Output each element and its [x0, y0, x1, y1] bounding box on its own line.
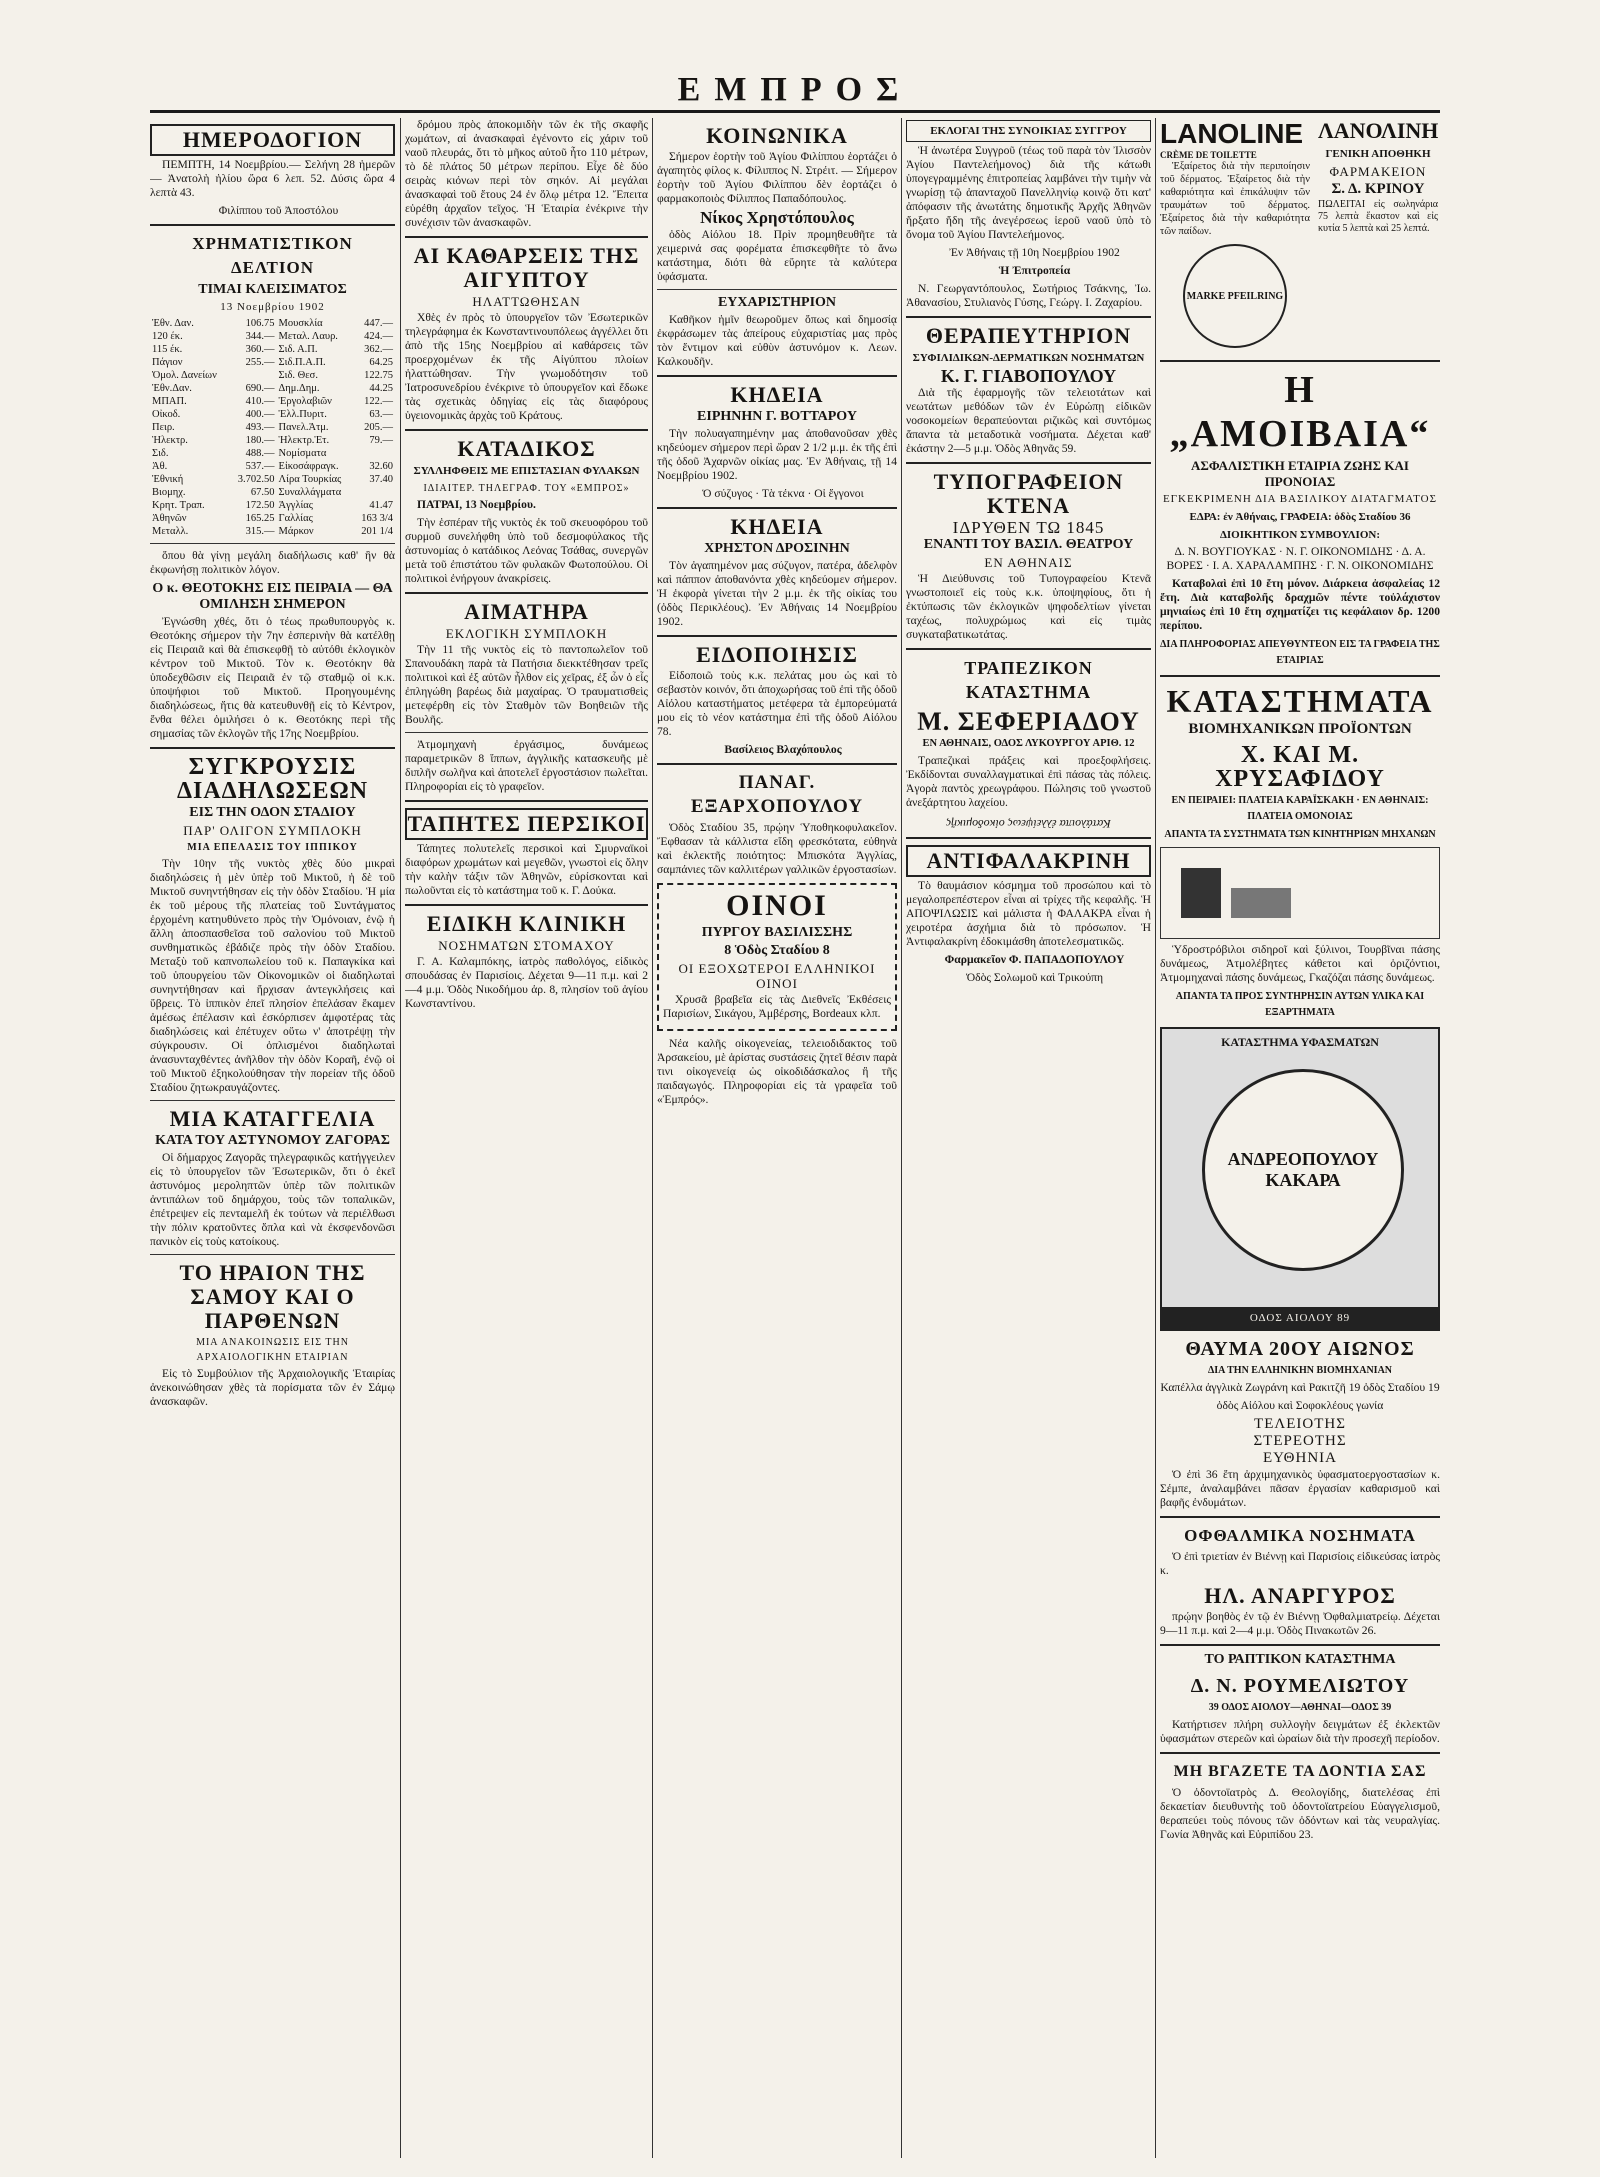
hemerologion-title: ΗΜΕΡΟΔΟΓΙΟΝ — [150, 124, 395, 156]
funeral-2-title: ΚΗΔΕΙΑ — [730, 514, 824, 539]
divider — [906, 462, 1151, 464]
complaint-subtitle: ΚΑΤΑ ΤΟΥ ΑΣΤΥΝΟΜΟΥ ΖΑΓΟΡΑΣ — [155, 1133, 390, 1148]
perfection-text: Ὁ ἐπὶ 36 ἔτη ἀρχιμηχανικὸς ὑφασματοεργοστασίων κ. Σέμπε, ἀναλαμβάνει πᾶσαν ἐργασίαν καθαρισμοῦ καὶ βαφῆς ἐνδυμάτων. — [1160, 1468, 1440, 1509]
tailor-text: Κατήρτισεν πλήρη συλλογὴν δειγμάτων ἐξ ἐκλεκτῶν ὑφασμάτων στερεῶν καὶ ὡραίων διὰ τὴν προσεχῆ περίοδον. — [1160, 1718, 1440, 1745]
convict-dateline: ΠΑΤΡΑΙ, 13 Νοεμβρίου. — [417, 498, 536, 511]
engine-illustration-icon — [1160, 847, 1440, 939]
therapy-text: Διὰ τῆς ἐφαρμογῆς τῶν τελειοτάτων καὶ νεωτάτων μεθόδων τῶν ἐν Εὐρώπῃ εἰδικῶν νοσοκομείων θεραπεύονται ριζικῶς καὶ συντόμως ἅπαντα τὰ μεταδοτικὰ νοσήματα. Δέχεται καθ' ἑκάστην 2—5 μ.μ. Ὁδὸς Ἀθηνᾶς 59. — [906, 386, 1151, 455]
column-rule — [901, 118, 902, 2158]
egypt-text: Χθὲς ἐν πρὸς τὸ ὑπουργεῖον τῶν Ἐσωτερικῶν τηλεγράφημα ἐκ Κωνσταντινουπόλεως ἀγγέλλει ὅτι ἀπὸ τῆς 15ης Νοεμβρίου αἱ καθάρσεις τῶν προερχομένων ἐκ τῆς Αἰγύπτου πλοίων ἠλαττώθησαν. Τὴν γνωμοδότησιν τοῦ Ἰατροσυνεδρίου ἐνέκρινε τὸ ὑπουργεῖον καὶ ἔδωκε τὰς σχετικὰς ὁδηγίας εἰς τὰς διαφόρους ὑγειονομικὰς ἀρχὰς τοῦ Κράτους. — [405, 311, 648, 422]
market-cell: Ἡλεκτρ. — [152, 435, 188, 446]
convict-subtitle: ΣΥΛΛΗΦΘΕΙΣ ΜΕ ΕΠΙΣΤΑΣΙΑΝ ΦΥΛΑΚΩΝ — [413, 465, 640, 477]
printing-text: Ἡ Διεύθυνσις τοῦ Τυπογραφείου Κτενᾶ γνωστοποιεῖ εἰς τοὺς κ.κ. ὑποψηφίους, ὅτι ἡ ἐκτύπωσις τῶν ἐκλογικῶν ψηφοδελτίων γίνεται ταχέως, πολυχρώμως καὶ εἰς τιμὰς συγκαταβατικωτάτας. — [906, 572, 1151, 641]
eye-doctor-name: ΗΛ. ΑΝΑΡΓΥΡΟΣ — [1204, 1583, 1396, 1608]
market-cell: 447.— — [364, 318, 393, 329]
funeral-2-text: Τὸν ἀγαπημένον μας σύζυγον, πατέρα, ἀδελφὸν καὶ πάππον ἀποθανόντα χθὲς κηδεύομεν σήμερον. Ἡ ἐκφορὰ γίνεται τὴν 2 μ.μ. ἐκ τῆς οἰκίας του (ὁδὸς Περικλέους). Ἐν Ἀθήναις 14 Νοεμβρίου 1902. — [657, 559, 897, 628]
therapy-name: Κ. Γ. ΓΙΑΒΟΠΟΥΛΟΥ — [940, 366, 1117, 386]
engine-ad-text: Ἀτμομηχανὴ ἐργάσιμος, δυνάμεως παραμετρικῶν 8 ἵππων, ἀγγλικῆς κατασκευῆς μὲ διπλῆν σωλῆνα καὶ ἀποτελεῖ ἐργοστάσιον πωλεῖται. Πληροφορίαι εἰς τὸ γραφεῖον. — [405, 738, 648, 793]
therapy-subtitle: ΣΥΦΙΛΙΔΙΚΩΝ-ΔΕΡΜΑΤΙΚΩΝ ΝΟΣΗΜΑΤΩΝ — [912, 352, 1145, 364]
poster-band: ΟΔΟΣ ΑΙΟΛΟΥ 89 — [1162, 1307, 1438, 1329]
column-2 — [405, 118, 648, 2158]
divider — [150, 224, 395, 226]
market-cell: Μάρκον — [278, 526, 314, 537]
egypt-title: ΑΙ ΚΑΘΑΡΣΕΙΣ ΤΗΣ ΑΙΓΥΠΤΟΥ — [413, 243, 640, 292]
divider — [150, 1254, 395, 1255]
printing-subtitle-2: ΕΝΑΝΤΙ ΤΟΥ ΒΑΣΙΛ. ΘΕΑΤΡΟΥ — [923, 537, 1134, 552]
market-cell: 115 έκ. — [152, 344, 183, 355]
masthead-rule — [150, 110, 1440, 113]
antifalakrine-text: Τὸ θαυμάσιον κόσμημα τοῦ προσώπου καὶ τὸ μεγαλοπρεπέστερον εἶναι αἱ τρίχες τῆς κεφαλῆς. Ἡ ΑΠΟΨΙΛΩΣΙΣ καὶ μάλιστα ἡ ΦΑΛΑΚΡΑ εἶναι ἡ χειροτέρα ἀσχήμια διὰ τὸ πρόσωπον. Ἡ Ἀντιφαλακρίνη ἐδοκιμάσθη ἀποτελεσματικῶς. — [906, 879, 1151, 948]
market-cell: 344.— — [245, 331, 275, 342]
market-cell: 205.— — [364, 422, 393, 433]
divider — [1160, 360, 1440, 362]
convict-title: ΚΑΤΑΔΙΚΟΣ — [457, 436, 596, 461]
divider — [657, 635, 897, 637]
market-row — [150, 499, 395, 512]
financial-subtitle: ΤΙΜΑΙ ΚΛΕΙΣΙΜΑΤΟΣ — [198, 282, 347, 297]
printing-subtitle-3: ΕΝ ΑΘΗΝΑΙΣ — [984, 555, 1073, 570]
market-cell: Ἐθν.Δαν. — [152, 383, 192, 394]
market-cell: 37.40 — [369, 474, 393, 485]
market-cell: 79.— — [369, 435, 393, 446]
hemerologion-text: ΠΕΜΠΤΗ, 14 Νοεμβρίου.— Σελήνη 28 ἡμερῶν — Ἀνατολὴ ἡλίου ὥρα 6 λεπ. 52. Δύσις ὥρα 4 λεπτὰ 43. — [150, 158, 395, 199]
market-row — [150, 382, 395, 395]
stores-address: ΕΝ ΠΕΙΡΑΙΕΙ: ΠΛΑΤΕΙΑ ΚΑΡΑΪΣΚΑΚΗ · ΕΝ ΑΘΗΝΑΙΣ: ΠΛΑΤΕΙΑ ΟΜΟΝΟΙΑΣ — [1171, 795, 1429, 822]
market-cell: Γαλλίας — [278, 513, 313, 524]
teeth-title: ΜΗ ΒΓΑΖΕΤΕ ΤΑ ΔΟΝΤΙΑ ΣΑΣ — [1173, 1763, 1427, 1780]
divider — [405, 429, 648, 431]
market-cell: Συναλλάγματα — [278, 487, 342, 498]
amoibaia-title: Η „ΑΜΟΙΒΑΙΑ“ — [1169, 369, 1431, 455]
lanoline-name: Σ. Δ. ΚΡΙΝΟΥ — [1331, 181, 1425, 197]
thanks-title: ΕΥΧΑΡΙΣΤΗΡΙΟΝ — [717, 295, 837, 310]
social-text: Σήμερον ἑορτὴν τοῦ Ἁγίου Φιλίππου ἑορτάζει ὁ ἀγαπητὸς φίλος κ. Φίλιππος Ν. Στρέιτ. — Σήμερον ἑορτὴν τοῦ Ἁγίου Φιλίππου δὲν ἑορτάζει ὁ φαρμακοποιὸς Φίλιππος Παπαδόπουλος. — [657, 150, 897, 205]
funeral-1-name: ΕΙΡΗΝΗΝ Γ. ΒΟΤΤΑΡΟΥ — [697, 409, 857, 424]
notice-text: Εἰδοποιῶ τοὺς κ.κ. πελάτας μου ὡς καὶ τὸ σεβαστὸν κοινόν, ὅτι ἀποχωρήσας τοῦ ἐπὶ τῆς ὁδοῦ Αἰόλου καταστήματος μετέφερα τὰ ἐμπορεύματά μου εἰς τὸ νέον κατάστημα ἐπὶ τῆς ὁδοῦ Αἰόλου 78. — [657, 669, 897, 738]
bank-subtitle: ΕΝ ΑΘΗΝΑΙΣ, ΟΔΟΣ ΛΥΚΟΥΡΓΟΥ ΑΡΙΘ. 12 — [922, 738, 1135, 749]
printing-title: ΤΥΠΟΓΡΑΦΕΙΟΝ ΚΤΕΝΑ — [933, 469, 1124, 518]
financial-title: ΧΡΗΜΑΤΙΣΤΙΚΟΝ ΔΕΛΤΙΟΝ — [192, 234, 353, 277]
printing-subtitle: ΙΔΡΥΘΕΝ ΤΩ 1845 — [952, 518, 1105, 537]
lanoline-title: LANOLINE — [1160, 118, 1304, 149]
wines-subtitle: ΠΥΡΓΟΥ ΒΑΣΙΛΙΣΣΗΣ — [701, 925, 853, 940]
market-cell: Πάγιον — [152, 357, 183, 368]
theotokis-title: Ο κ. ΘΕΟΤΟΚΗΣ ΕΙΣ ΠΕΙΡΑΙΑ — ΘΑ ΟΜΙΛΗΣΗ ΣΗΜΕΡΟΝ — [152, 581, 393, 612]
divider — [657, 375, 897, 377]
market-cell: Πειρ. — [152, 422, 175, 433]
market-cell: Μεταλλ. — [152, 526, 189, 537]
market-cell — [354, 447, 395, 460]
poster-center: ΑΝΔΡΕΟΠΟΥΛΟΥ ΚΑΚΑΡΑ — [1227, 1149, 1379, 1190]
divider — [906, 316, 1151, 318]
clinic-title: ΕΙΔΙΚΗ ΚΛΙΝΙΚΗ — [426, 911, 627, 936]
market-cell: Σιδ. Α.Π. — [278, 344, 318, 355]
samos-subtitle: ΜΙΑ ΑΝΑΚΟΙΝΩΣΙΣ ΕΙΣ ΤΗΝ ΑΡΧΑΙΟΛΟΓΙΚΗΝ ΕΤΑΙΡΙΑΝ — [196, 1337, 349, 1363]
column-4 — [906, 118, 1151, 2158]
market-row — [150, 343, 395, 356]
perfection-subtitle-2: ΕΥΘΗΝΙΑ — [1263, 1450, 1337, 1466]
stores-title: ΚΑΤΑΣΤΗΜΑΤΑ — [1166, 683, 1434, 719]
market-cell: 255.— — [245, 357, 275, 368]
social-name: Νίκος Χρηστόπουλος — [700, 208, 854, 227]
market-cell: 488.— — [245, 448, 275, 459]
financial-date: 13 Νοεμβρίου 1902 — [220, 301, 325, 313]
column-3 — [657, 118, 897, 2158]
market-cell: Εἰκοσάφραγκ. — [278, 461, 339, 472]
egypt-subtitle: ΗΛΑΤΤΩΘΗΣΑΝ — [472, 294, 581, 309]
bank-name: Μ. ΣΕΦΕΡΙΑΔΟΥ — [917, 707, 1140, 736]
market-cell: Ἑλλ.Πυριτ. — [278, 409, 327, 420]
wines-subtitle-2: ΟΙ ΕΞΟΧΩΤΕΡΟΙ ΕΛΛΗΝΙΚΟΙ ΟΙΝΟΙ — [678, 961, 876, 991]
lanoline-ad — [1160, 118, 1440, 354]
tailor-title: ΤΟ ΡΑΠΤΙΚΟΝ ΚΑΤΑΣΤΗΜΑ — [1204, 1652, 1396, 1667]
inverted-notice: Κατάλοιπα ἐλλείψεως οἰκοδομικῆς — [946, 817, 1111, 831]
clinic-subtitle: ΝΟΣΗΜΑΤΩΝ ΣΤΟΜΑΧΟΥ — [438, 938, 615, 953]
column-rule — [400, 118, 401, 2158]
exarchopoulos-title: ΠΑΝΑΓ. ΕΞΑΡΧΟΠΟΥΛΟΥ — [690, 772, 864, 817]
market-cell: 3.702.50 — [237, 474, 275, 485]
notice-title: ΕΙΔΟΠΟΙΗΣΙΣ — [696, 642, 858, 667]
column-1 — [150, 118, 395, 2158]
governess-text: Νέα καλῆς οἰκογενείας, τελειοδιδακτος τοῦ Ἀρσακείου, μὲ ἀρίστας συστάσεις ζητεῖ θέσιν παρὰ τινι οἰκογενείᾳ ὡς οἰκοδιδάσκαλος ἢ τῆς παιδαγωγός. Πληροφορίαι εἰς τὰ γραφεῖα τοῦ «Ἐμπρός». — [657, 1037, 897, 1106]
market-cell: 122.— — [364, 396, 393, 407]
market-row — [150, 434, 395, 447]
bloody-title: ΑΙΜΑΤΗΡΑ — [464, 599, 589, 624]
market-cell: Δημ.Δημ. — [278, 383, 320, 394]
clash-title: ΣΥΓΚΡΟΥΣΙΣ ΔΙΑΔΗΛΩΣΕΩΝ — [176, 754, 369, 804]
notice-signature: Βασίλειος Βλαχόπουλος — [724, 743, 842, 756]
samos-text: Εἰς τὸ Συμβούλιον τῆς Ἀρχαιολογικῆς Ἑταιρίας ἀνεκοινώθησαν χθὲς τὰ πορίσματα τῶν ἐν Σάμῳ ἀνασκαφῶν. — [150, 1367, 395, 1408]
market-cell: 106.75 — [245, 318, 275, 329]
column-5 — [1160, 118, 1440, 2158]
market-cell: Νομίσματα — [278, 448, 327, 459]
clash-subtitle-2: ΠΑΡ' ΟΛΙΓΟΝ ΣΥΜΠΛΟΚΗ — [183, 823, 362, 838]
syngrou-text: Ἡ ἀνωτέρα Συγγροῦ (τέως τοῦ παρὰ τὸν Ἰλισσὸν Ἁγίου Παντελεήμονος) διὰ τῆς κάτωθι ὑπογεγραμμένης ἐπιτροπείας λαμβάνει τὴν τιμὴν νὰ γνωρίσῃ τῷ ἀπανταχοῦ Πανελληνίῳ κοινῷ ὅτι κατ' ἀπόφασιν τῆς ἀνωτάτης δημοτικῆς Ἀρχῆς Ἀθηνῶν ἤρξατο ἤδη τῆς ἀνεγέρσεως ἱεροῦ ναοῦ ὑπὸ τὸ ὄνομα τοῦ Ἁγίου Παντελεήμονος. — [906, 144, 1151, 241]
masthead: ΕΜΠΡΟΣ — [677, 71, 913, 108]
complaint-title: ΜΙΑ ΚΑΤΑΓΓΕΛΙΑ — [169, 1106, 376, 1131]
market-cell: 315.— — [245, 526, 275, 537]
syngrou-date: Ἐν Ἀθήναις τῇ 10η Νοεμβρίου 1902 — [949, 246, 1120, 259]
market-cell: Βιομηχ. — [152, 487, 186, 498]
divider — [1160, 1516, 1440, 1518]
antifalakrine-address: Ὁδὸς Σολωμοῦ καὶ Τρικούπη — [965, 971, 1104, 984]
tailor-address: 39 ΟΔΟΣ ΑΙΟΛΟΥ—ΑΘΗΝΑΙ—ΟΔΟΣ 39 — [1208, 1702, 1392, 1713]
market-cell: 201 1/4 — [361, 526, 393, 537]
lanoline-depot: ΓΕΝΙΚΗ ΑΠΟΘΗΚΗ — [1325, 148, 1431, 160]
market-cell: Ἐργολαβιῶν — [278, 396, 332, 407]
syngrou-names: Ν. Γεωργαντόπουλος, Σωτήριος Τσάκνης, Ἰω. Ἀθανασίου, Στυλιανὸς Γύσης, Γεώργ. Ι. Ζαχαρίου. — [906, 282, 1151, 309]
bank-title: ΤΡΑΠΕΖΙΚΟΝ ΚΑΤΑΣΤΗΜΑ — [964, 658, 1093, 702]
market-row — [150, 317, 395, 330]
lanoline-greek: ΛΑΝΟΛΙΝΗ — [1318, 118, 1439, 143]
hemerologion-saint: Φιλίππου τοῦ Ἀποστόλου — [218, 204, 339, 217]
divider — [405, 592, 648, 594]
funeral-1-text: Τὴν πολυαγαπημένην μας ἀποθανοῦσαν χθὲς κηδεύομεν σήμερον περὶ ὥραν 2 1/2 μ.μ. ἐκ τῆς ἐπὶ τῆς ὁδοῦ Ἀχαρνῶν οἰκίας μας. Ἐν Ἀθήναις, τῇ 14 Νοεμβρίου 1902. — [657, 427, 897, 482]
clash-text: Τὴν 10ην τῆς νυκτὸς χθὲς δύο μικραὶ διαδηλώσεις ἡ μὲν ὑπὲρ τοῦ Μικτοῦ, ἡ δὲ τοῦ Μικτοῦ συνηντήθησαν εἰς τὴν ὁδὸν Σταδίου. Ἡ μία ἐκ τοῦ μέρους τῆς πλατείας τοῦ Συντάγματος ἐρχομένη κατηυθύνετο πρὸς τὴν Ὁμόνοιαν, ἐνῷ ἡ ἄλλη ἀποσπασθεῖσα τοῦ σαλονίου τοῦ Μικτοῦ συνθηματικῶς ἐβάδιζε πρὸς τὴν ὁδὸν Σταδίου. Μεταξὺ τοῦ καπνοπωλείου τοῦ κ. Παπαγκίκα καὶ τοῦ ὑπουργείου τῶν Οἰκονομικῶν οἱ διαδηλωταὶ συνηντήθησαν καὶ ἤρχισαν ἀντεγκλήσεις καὶ ὕβρεις. Τὸ ἱππικὸν ἐπεῖ πλησίον ἐπελάσαν ἔκαμεν ἀμέσως ἐπέλασιν καὶ ἐσκόρπισεν ἀμφοτέρας τὰς διαδηλώσεις καὶ ἐπέτυχεν οὕτω ν' ἀποτρέψῃ τὴν σύγκρουσιν. Οἱ ὁπλισμένοι διαδηλωταὶ ἀνασυνταχθέντες ἀνῆλθον τὴν ὁδὸν Κοραῆ, ἐνῷ οἱ τοῦ Μικτοῦ ἐξηκολούθησαν τὴν πορείαν τῆς ὁδοῦ Σταδίου ζητωκραυγάζοντες. — [150, 857, 395, 1094]
andreopoulou-poster — [1160, 1027, 1440, 1331]
market-cell: 172.50 — [245, 500, 275, 511]
market-cell: Πανελ.Ἀτμ. — [278, 422, 329, 433]
market-row — [150, 512, 395, 525]
poster-top: ΚΑΤΑΣΤΗΜΑ ΥΦΑΣΜΑΤΩΝ — [1221, 1035, 1379, 1049]
wonder-title: ΘΑΥΜΑ 20ΟΥ ΑΙΩΝΟΣ — [1185, 1338, 1415, 1360]
antifalakrine-title: ΑΝΤΙΦΑΛΑΚΡΙΝΗ — [906, 845, 1151, 877]
clash-subtitle: ΕΙΣ ΤΗΝ ΟΔΟΝ ΣΤΑΔΙΟΥ — [189, 805, 356, 820]
carpets-text: Τάπητες πολυτελεῖς περσικοὶ καὶ Σμυρναϊκοὶ διαφόρων χρωμάτων καὶ μεγεθῶν, γνωστοὶ εἰς ὅλην τὴν καλὴν τάξιν τῶν Ἀθηνῶν, εὑρίσκονται καὶ πωλοῦνται εἰς τὸ κατάστημα τοῦ κ. Γ. Δούκα. — [405, 842, 648, 897]
wines-text: Χρυσᾶ βραβεῖα εἰς τὰς Διεθνεῖς Ἐκθέσεις Παρισίων, Σικάγου, Ἀμβέρσης, Bordeaux κλπ. — [663, 993, 891, 1020]
market-cell: 410.— — [245, 396, 275, 407]
market-cell: Ὁμολ. Δανείων — [152, 370, 217, 381]
eye-title: ΟΦΘΑΛΜΙΚΑ ΝΟΣΗΜΑΤΑ — [1184, 1526, 1416, 1545]
stores-parts: ΑΠΑΝΤΑ ΤΑ ΠΡΟΣ ΣΥΝΤΗΡΗΣΙΝ ΑΥΤΩΝ ΥΛΙΚΑ ΚΑΙ ΕΞΑΡΤΗΜΑΤΑ — [1175, 991, 1425, 1018]
divider — [657, 289, 897, 290]
market-row — [150, 525, 395, 538]
market-cell: Σιδ. — [152, 448, 169, 459]
stores-all: ΑΠΑΝΤΑ ΤΑ ΣΥΣΤΗΜΑΤΑ ΤΩΝ ΚΙΝΗΤΗΡΙΩΝ ΜΗΧΑΝΩΝ — [1164, 829, 1436, 840]
divider — [657, 763, 897, 765]
divider — [150, 1100, 395, 1101]
amoibaia-members: Δ. Ν. ΒΟΥΓΙΟΥΚΑΣ · Ν. Γ. ΟΙΚΟΝΟΜΙΔΗΣ · Δ. Α. ΒΟΡΕΣ · Ι. Α. ΧΑΡΑΛΑΜΠΗΣ · Γ. Ν. ΟΙΚΟΝΟΜΙΔΗΣ — [1166, 545, 1434, 572]
funeral-2-name: ΧΡΗΣΤΟΝ ΔΡΟΣΙΝΗΝ — [704, 541, 850, 556]
convict-text: Τὴν ἑσπέραν τῆς νυκτὸς ἐκ τοῦ σκευοφόρου τοῦ συρμοῦ συνελήφθη ὑπὸ τοῦ δεσμοφύλακος τῆς ἀστυνομίας ὁ κατάδικος Λεόνας Τσάθας, συνεργῶν μετὰ τοῦ ἐπιστάτου τῶν φυλακῶν Φωτοπούλου. Οἱ πολιτικοὶ ἐνήργουν ἀνακρίσεις. — [405, 516, 648, 585]
antifalakrine-pharmacy: Φαρμακεῖον Φ. ΠΑΠΑΔΟΠΟΥΛΟΥ — [944, 953, 1125, 966]
market-cell: 180.— — [245, 435, 275, 446]
samos-title: ΤΟ ΗΡΑΙΟΝ ΤΗΣ ΣΑΜΟΥ ΚΑΙ Ο ΠΑΡΘΕΝΩΝ — [179, 1260, 366, 1333]
wines-title: ΟΙΝΟΙ — [726, 889, 828, 922]
market-cell: 690.— — [245, 383, 275, 394]
market-cell: Μεταλ. Λαυρ. — [278, 331, 338, 342]
divider — [1160, 1752, 1440, 1754]
market-cell: Ἀγγλίας — [278, 500, 313, 511]
wonder-text: Καπέλλα ἀγγλικὰ Ζωγράνη καὶ Ρακιτζῆ 19 ὁδὸς Σταδίου 19 — [1160, 1381, 1440, 1394]
market-cell: Οἰκοδ. — [152, 409, 181, 420]
market-row — [150, 421, 395, 434]
market-cell: 360.— — [245, 344, 275, 355]
intro-text: ὅπου θὰ γίνῃ μεγάλη διαδήλωσις καθ' ἣν θὰ ἐκφωνήσῃ πολιτικὸν λόγον. — [150, 549, 395, 576]
teeth-text: Ὁ ὀδοντοϊατρὸς Δ. Θεολογίδης, διατελέσας ἐπὶ δεκαετίαν διευθυντὴς τοῦ ὀδοντοϊατρείου Εὐαγγελισμοῦ, θεραπεύει τοὺς πόνους τῶν ὀδόντων καὶ τὰς νευραλγίας. Γωνία Ἀθηνᾶς καὶ Εὐριπίδου 23. — [1160, 1786, 1440, 1841]
market-cell: 424.— — [364, 331, 393, 342]
exarchopoulos-text: Ὁδὸς Σταδίου 35, πρῴην Ὑποθηκοφυλακεῖον. Ἔφθασαν τὰ κάλλιστα εἴδη φρεσκότατα, εὐθηνὰ καὶ ἐκλεκτῆς ποιότητος: Μπισκότα Ἀγγλίας, σαμπάνιες τῶν καλλιτέρων γαλλικῶν ἐργοστασίων. — [657, 821, 897, 876]
syngrou-committee: Ἡ Ἐπιτροπεία — [998, 264, 1071, 277]
market-cell: 493.— — [245, 422, 275, 433]
divider — [405, 904, 648, 906]
market-row — [150, 330, 395, 343]
complaint-text: Οἱ δήμαρχος Ζαγορᾶς τηλεγραφικῶς κατήγγειλεν εἰς τὸ ὑπουργεῖον τῶν Ἐσωτερικῶν, ὅτι ὁ ἐκεῖ ἀστυνόμος μεροληπτῶν ὑπὲρ τῶν πολιτικῶν ἀντιπάλων τοῦ δημάρχου, τοὺς τῶν τοπαλικῶν, ἐπέτρεψεν εἰς πενταμελῆ ἐκ τούτων νὰ περιέλθωσι τὴν πόλιν κρατοῦντες ὅπλα καὶ νὰ ἐκσφενδονῶσι πανικὸν εἰς τοὺς κατοίκους. — [150, 1151, 395, 1248]
market-row — [150, 473, 395, 486]
lanoline-pharmacy: ΦΑΡΜΑΚΕΙΟΝ — [1329, 164, 1427, 179]
bloody-text: Τὴν 11 τῆς νυκτὸς εἰς τὸ παντοπωλεῖον τοῦ Σπανουδάκη παρὰ τὰ Πατήσια διεκκτέθησαν τρεῖς πολιτικοὶ καὶ ἐξ αὐτῶν ἦλθον εἰς χεῖρας, ἐξ ὧν ὁ εἷς ἐπληγώθη βαρέως διὰ μαχαίρας. Ὁ τραυματισθεὶς μετεφέρθη εἰς τὸν Σταθμὸν τῶν Βοηθειῶν τῆς Βουλῆς. — [405, 643, 648, 726]
wonder-subtitle: ΔΙΑ ΤΗΝ ΕΛΛΗΝΙΚΗΝ ΒΙΟΜΗΧΑΝΙΑΝ — [1207, 1365, 1393, 1376]
amoibaia-footer: ΔΙΑ ΠΛΗΡΟΦΟΡΙΑΣ ΑΠΕΥΘΥΝΤΕΟΝ ΕΙΣ ΤΑ ΓΡΑΦΕΙΑ ΤΗΣ ΕΤΑΙΡΙΑΣ — [1160, 639, 1440, 666]
market-row — [150, 460, 395, 473]
wines-address: 8 Ὁδὸς Σταδίου 8 — [724, 943, 830, 958]
market-row — [150, 408, 395, 421]
market-cell — [354, 486, 395, 499]
market-row — [150, 486, 395, 499]
market-cell: Μουσκλία — [278, 318, 323, 329]
funeral-1-title: ΚΗΔΕΙΑ — [730, 382, 824, 407]
market-cell: 44.25 — [369, 383, 393, 394]
market-row — [150, 447, 395, 460]
divider — [405, 236, 648, 238]
perfection-subtitle: ΣΤΕΡΕΟΤΗΣ — [1253, 1433, 1347, 1449]
social-title: ΚΟΙΝΩΝΙΚΑ — [706, 123, 848, 148]
market-cell: Λίρα Τουρκίας — [278, 474, 342, 485]
thanks-text: Καθῆκον ἡμῖν θεωροῦμεν ὅπως καὶ δημοσίᾳ ἐκφράσωμεν τὰς ἀπείρους εὐχαριστίας μας πρὸς τὸν ἔντιμον καὶ εὐθὺν ἀστυνόμον κ. Λεων. Καλκουδῆν. — [657, 313, 897, 368]
market-row — [150, 369, 395, 382]
market-cell: 32.60 — [369, 461, 393, 472]
clash-subtitle-3: ΜΙΑ ΕΠΕΛΑΣΙΣ ΤΟΥ ΙΠΠΙΚΟΥ — [187, 842, 358, 853]
column-rule — [652, 118, 653, 2158]
social-text-2: ὁδὸς Αἰόλου 18. Πρὶν προμηθευθῆτε τὰ χειμερινά σας φορέματα ἐπισκεφθῆτε τὸ ἄνω κατάστημα, διότι θὰ εὕρητε τὰ καλύτερα ὑφάσματα. — [657, 228, 897, 283]
divider — [906, 648, 1151, 650]
market-row — [150, 356, 395, 369]
divider — [657, 507, 897, 509]
market-row — [150, 395, 395, 408]
lanoline-price: ΠΩΛΕΙΤΑΙ εἰς σωληνάρια 75 λεπτὰ ἕκαστον καὶ εἰς κυτία 5 λεπτὰ καὶ 25 λεπτά. — [1318, 199, 1438, 234]
amoibaia-text: Καταβολαὶ ἐπὶ 10 ἔτη μόνον. Διάρκεια ἀσφαλείας 12 ἔτη. Διὰ καταβολῆς δραχμῶν πέντε τοὐλάχιστον μηνιαίως ἐπὶ 10 ἔτη σχηματίζει τις κεφάλαιον δρ. 1200 περίπου. — [1160, 577, 1440, 632]
market-cell: 63.— — [369, 409, 393, 420]
divider — [906, 837, 1151, 839]
funeral-1-family: Ὁ σύζυγος · Τὰ τέκνα · Οἱ ἔγγονοι — [702, 487, 864, 500]
amoibaia-subtitle-2: ΕΓΚΕΚΡΙΜΕΝΗ ΔΙΑ ΒΑΣΙΛΙΚΟΥ ΔΙΑΤΑΓΜΑΤΟΣ — [1162, 493, 1438, 505]
amoibaia-seat: ΕΔΡΑ: ἐν Ἀθήναις, ΓΡΑΦΕΙΑ: ὁδὸς Σταδίου 36 — [1189, 511, 1411, 523]
bloody-subtitle: ΕΚΛΟΓΙΚΗ ΣΥΜΠΛΟΚΗ — [445, 626, 608, 641]
carpets-title: ΤΑΠΗΤΕΣ ΠΕΡΣΙΚΟΙ — [405, 808, 648, 840]
arrow-ring-logo-icon: MARKE PFEILRING — [1183, 244, 1287, 348]
market-cell: 67.50 — [250, 487, 275, 498]
market-cell: Ἀθ. — [152, 461, 168, 472]
market-cell: 537.— — [245, 461, 275, 472]
market-cell: Σιδ. Θεσ. — [278, 370, 318, 381]
market-cell: ΜΠΑΠ. — [152, 396, 187, 407]
bank-text: Τραπεζικαὶ πράξεις καὶ προεξοφλήσεις. Ἐκδίδονται συναλλαγματικαὶ ἐπὶ πάσας τὰς πόλεις. Ἀγορὰ παντὸς χρεωγράφου. Πώλησις τοῦ γνωστοῦ ἀνεξάρτητου λαχείου. — [906, 754, 1151, 809]
divider — [150, 543, 395, 544]
therapy-title: ΘΕΡΑΠΕΥΤΗΡΙΟΝ — [925, 323, 1132, 348]
perfection-title: ΤΕΛΕΙΟΤΗΣ — [1254, 1416, 1346, 1432]
market-cell: 163 3/4 — [361, 513, 393, 524]
stores-subtitle: ΒΙΟΜΗΧΑΝΙΚΩΝ ΠΡΟΪΟΝΤΩΝ — [1188, 721, 1412, 737]
divider — [1160, 1644, 1440, 1646]
market-cell: Ἐθν. Δαν. — [152, 318, 194, 329]
eye-text: Ὁ ἐπὶ τριετίαν ἐν Βιέννῃ καὶ Παρισίοις εἰδικεύσας ἰατρὸς κ. — [1160, 1550, 1440, 1577]
lanoline-subtitle: CRÈME DE TOILETTE — [1160, 150, 1257, 160]
lanoline-text: Ἐξαίρετος διὰ τὴν περιποίησιν τοῦ δέρματος. Ἐξαίρετος διὰ τὴν καθαριότητα καὶ ἐπικάλυψιν τῶν τραυμάτων τοῦ δέρματος. Ἐξαίρετος διὰ τὴν καθαριότητα τῶν παίδων. — [1160, 161, 1310, 237]
divider — [405, 732, 648, 733]
market-cell: 362.— — [364, 344, 393, 355]
market-cell: Ἡλεκτρ.Ἐτ. — [278, 435, 330, 446]
tailor-name: Δ. Ν. ΡΟΥΜΕΛΙΩΤΟΥ — [1190, 1675, 1410, 1697]
market-table — [150, 317, 395, 538]
market-cell: 120 έκ. — [152, 331, 183, 342]
market-cell: 165.25 — [245, 513, 275, 524]
market-cell: 41.47 — [369, 500, 393, 511]
market-cell: 122.75 — [364, 370, 393, 381]
samos-continued-text: δρόμου πρὸς ἀποκομιδὴν τῶν ἐκ τῆς σκαφῆς χωμάτων, αἱ ἀνασκαφαὶ ἐγένοντο εἰς χάριν τοῦ ναοῦ πλευράς, ὅτι τὸ μῆκος αὐτοῦ ἦτο 110 μέτρων, τὸ δὲ πλάτος 50 μέτρων περίπου. Εἶχε δὲ δύο σειρὰς κιόνων περὶ τὸν σηκόν. Αἱ μεγάλαι ἀνασκαφαὶ τοῦ ἔτους 24 ἐν ὅλῳ μέτρα 12. Ἔπειτα εὑρέθη ἀρχαῖον τεῖχος. Ἡ Ἑταιρία ἐνέκρινε τὴν συνέχισιν τῶν ἀνασκαφῶν. — [405, 118, 648, 229]
market-cell: 64.25 — [369, 357, 393, 368]
divider — [405, 800, 648, 802]
stores-text: Ὑδροστρόβιλοι σιδηροῖ καὶ ξύλινοι, Τουρβῖναι πάσης δυνάμεως, Ἀτμολέβητες κάθετοι καὶ ὁριζόντιοι, Ἀτμομηχαναὶ πάσης δυνάμεως, Γκαζόζαι πάσης δυνάμεως. — [1160, 943, 1440, 984]
stores-name: Χ. ΚΑΙ Μ. ΧΡΥΣΑΦΙΔΟΥ — [1215, 742, 1385, 792]
amoibaia-board: ΔΙΟΙΚΗΤΙΚΟΝ ΣΥΜΒΟΥΛΙΟΝ: — [1219, 529, 1380, 541]
amoibaia-subtitle: ΑΣΦΑΛΙΣΤΙΚΗ ΕΤΑΙΡΙΑ ΖΩΗΣ ΚΑΙ ΠΡΟΝΟΙΑΣ — [1191, 458, 1409, 489]
divider — [150, 747, 395, 749]
market-cell: Κρητ. Τραπ. — [152, 500, 205, 511]
divider — [1160, 675, 1440, 677]
syngrou-title: ΕΚΛΟΓΑΙ ΤΗΣ ΣΥΝΟΙΚΙΑΣ ΣΥΓΓΡΟΥ — [906, 120, 1151, 142]
market-cell: 400.— — [245, 409, 275, 420]
clinic-text: Γ. Α. Καλαμπόκης, ἰατρὸς παθολόγος, εἰδικὸς σπουδάσας ἐν Παρισίοις. Δέχεται 9—11 π.μ. καὶ 2—4 μ.μ. Ὁδὸς Νικοδήμου ἀρ. 8, πλησίον τοῦ ἁγίου Κωνσταντίνου. — [405, 955, 648, 1010]
market-cell — [229, 369, 276, 382]
wines-ad — [657, 883, 897, 1031]
lion-emblem-icon — [1202, 1069, 1404, 1271]
market-cell: Ἀθηνῶν — [152, 513, 187, 524]
theotokis-text: Ἐγνώσθη χθές, ὅτι ὁ τέως πρωθυπουργὸς κ. Θεοτόκης σήμερον τὴν 7ην ἑσπερινὴν θὰ κατέλθῃ εἰς Πειραιᾶ καὶ θὰ ἐπισκεφθῇ τὸ αὐτόθι ἐκλογικὸν κέντρον τοῦ Μικτοῦ. Τὸν κ. Θεοτόκην θὰ ὑποδεχθῶσιν εἰς Πειραιᾶ ἐν τῷ σταθμῷ οἱ κ.κ. ὑποψήφιοι τοῦ Μικτοῦ. Προηγουμένης διαδηλώσεως, ἥτις θὰ κατευθυνθῇ εἰς τὸ Κέντρον, ἔνθα θέλει ὁμιλήσει ὁ κ. Θεοτόκης περὶ τῆς σημασίας τῶν ἐκλογῶν τῆς 17ης Νοεμβρίου. — [150, 615, 395, 740]
convict-subtitle-2: ΙΔΙΑΙΤΕΡ. ΤΗΛΕΓΡΑΦ. ΤΟΥ «ΕΜΠΡΟΣ» — [423, 483, 630, 494]
market-cell: Σιδ.Π.Α.Π. — [278, 357, 326, 368]
wonder-address: ὁδὸς Αἰόλου καὶ Σοφοκλέους γωνία — [1216, 1399, 1384, 1412]
column-rule — [1155, 118, 1156, 2158]
eye-text-2: πρῴην βοηθὸς ἐν τῷ ἐν Βιέννῃ Ὀφθαλμιατρείῳ. Δέχεται 9—11 π.μ. καὶ 2—4 μ.μ. Ὁδὸς Πινακωτῶν 26. — [1160, 1610, 1440, 1637]
market-cell: Ἐθνική — [152, 474, 184, 485]
